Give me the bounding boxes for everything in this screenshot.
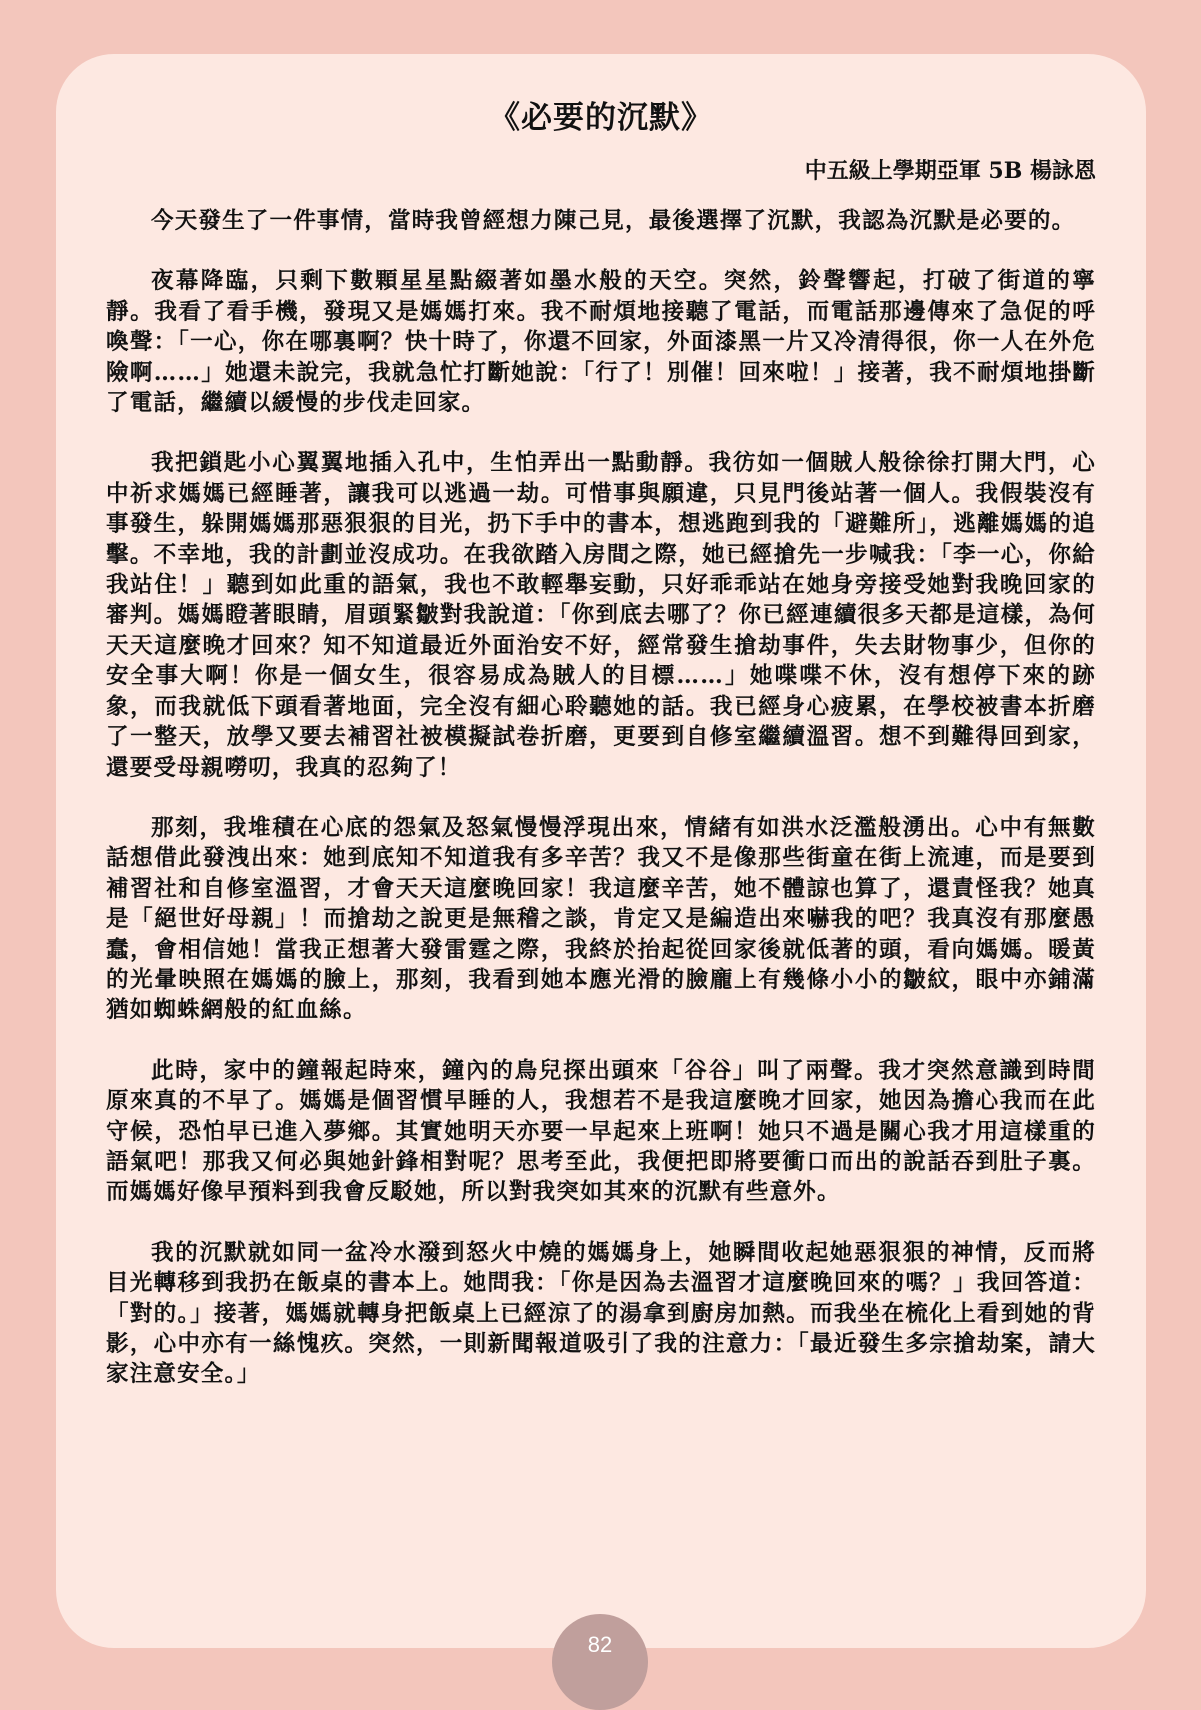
- paragraph-spacer: [106, 236, 1096, 266]
- paragraph: 今天發生了一件事情，當時我曾經想力陳己見，最後選擇了沉默，我認為沉默是必要的。: [151, 208, 1076, 234]
- paragraph: 夜幕降臨，只剩下數顆星星點綴著如墨水般的天空。突然，鈴聲響起，打破了街道的寧靜。我看了看手機，發現又是媽媽打來。我不耐煩地接聽了電話，而電話那邊傳來了急促的呼喚聲：「一心，你在哪裏啊？快十時了，你還不回家，外面漆黑一片又冷清得很，你一人在外危險啊……」她還未說完，我就急忙打斷她說：「行了！別催！回來啦！」接著，我不耐煩地掛斷了電話，繼續以緩慢的步伐走回家。: [106, 268, 1096, 417]
- paragraph-spacer: [106, 1026, 1096, 1056]
- author-byline: 中五級上學期亞軍 5B 楊詠恩: [804, 158, 1096, 184]
- paragraph: 那刻，我堆積在心底的怨氣及怒氣慢慢浮現出來，情緒有如洪水泛濫般湧出。心中有無數話想借此發洩出來：她到底知不知道我有多辛苦？我又不是像那些街童在街上流連，而是要到補習社和自修室溫習，才會天天這麼晚回家！我這麼辛苦，她不體諒也算了，還責怪我？她真是「絕世好母親」！而搶劫之說更是無稽之談，肯定又是編造出來嚇我的吧？我真沒有那麼愚蠢，會相信她！當我正想著大發雷霆之際，我終於抬起從回家後就低著的頭，看向媽媽。暖黃的光暈映照在媽媽的臉上，那刻，我看到她本應光滑的臉龐上有幾條小小的皺紋，眼中亦鋪滿猶如蜘蛛網般的紅血絲。: [106, 814, 1096, 1024]
- paragraph: 我把鎖匙小心翼翼地插入孔中，生怕弄出一點動靜。我彷如一個賊人般徐徐打開大門，心中祈求媽媽已經睡著，讓我可以逃過一劫。可惜事與願違，只見門後站著一個人。我假裝沒有事發生，躲開媽媽那惡狠狠的目光，扔下手中的書本，想逃跑到我的「避難所」，逃離媽媽的追擊。不幸地，我的計劃並沒成功。在我欲踏入房間之際，她已經搶先一步喊我：「李一心，你給我站住！」聽到如此重的語氣，我也不敢輕舉妄動，只好乖乖站在她身旁接受她對我晚回家的審判。媽媽瞪著眼睛，眉頭緊皺對我說道：「你到底去哪了？你已經連續很多天都是這樣，為何天天這麼晚才回來？知不知道最近外面治安不好，經常發生搶劫事件，失去財物事少，但你的安全事大啊！你是一個女生，很容易成為賊人的目標……」她喋喋不休，沒有想停下來的跡象，而我就低下頭看著地面，完全沒有細心聆聽她的話。我已經身心疲累，在學校被書本折磨了一整天，放學又要去補習社被模擬試卷折磨，更要到自修室繼續溫習。想不到難得回到家，還要受母親嘮叨，我真的忍夠了！: [106, 450, 1096, 781]
- page-number: 82: [587, 1632, 613, 1657]
- paragraph: 我的沉默就如同一盆冷水潑到怒火中燒的媽媽身上，她瞬間收起她惡狠狠的神情，反而將目光轉移到我扔在飯桌的書本上。她問我：「你是因為去溫習才這麼晚回來的嗎？」我回答道：「對的。」接著，媽媽就轉身把飯桌上已經涼了的湯拿到廚房加熱。而我坐在梳化上看到她的背影，心中亦有一絲愧疚。突然，一則新聞報道吸引了我的注意力：「最近發生多宗搶劫案，請大家注意安全。」: [106, 1239, 1096, 1388]
- article-title: 《必要的沉默》: [489, 100, 713, 136]
- article: [106, 96, 1096, 1390]
- paragraph-spacer: [106, 418, 1096, 448]
- page-number-badge: [552, 1614, 648, 1710]
- paragraph-spacer: [106, 1208, 1096, 1238]
- paragraph-spacer: [106, 783, 1096, 813]
- paragraph: 此時，家中的鐘報起時來，鐘內的鳥兒探出頭來「谷谷」叫了兩聲。我才突然意識到時間原來真的不早了。媽媽是個習慣早睡的人，我想若不是我這麼晚才回家，她因為擔心我而在此守候，恐怕早已進入夢鄉。其實她明天亦要一早起來上班啊！她只不過是關心我才用這樣重的語氣吧！那我又何必與她針鋒相對呢？思考至此，我便把即將要衝口而出的說話吞到肚子裏。而媽媽好像早預料到我會反駁她，所以對我突如其來的沉默有些意外。: [106, 1057, 1096, 1206]
